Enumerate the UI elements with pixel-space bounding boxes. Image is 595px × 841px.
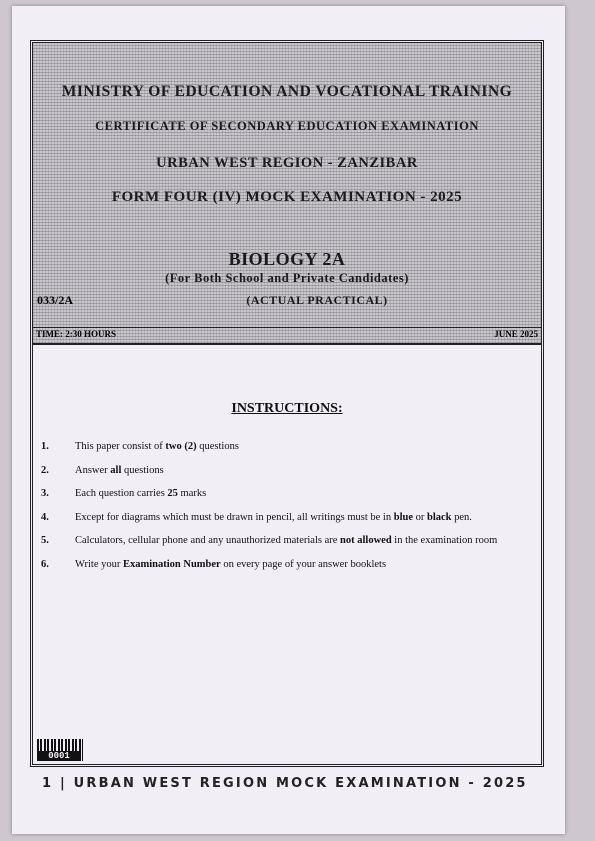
instruction-number: 5. [41,535,49,546]
instruction-text: This paper consist of two (2) questions [75,441,239,452]
instruction-text: Write your Examination Number on every page of your answer booklets [75,558,387,570]
instructions-title: INSTRUCTIONS: [231,401,343,416]
barcode-number: 0001 [39,751,79,761]
instruction-text: Each question carries 25 marks [75,488,207,499]
subject-title: BIOLOGY 2A [228,249,346,269]
exam-header [33,43,541,345]
instruction-item [41,441,531,465]
candidates-note: (For Both School and Private Candidates) [165,271,409,285]
paper-code: 033/2A [37,293,73,307]
exam-title: FORM FOUR (IV) MOCK EXAMINATION - 2025 [111,189,463,205]
instruction-number: 3. [41,488,49,499]
region-title: URBAN WEST REGION - ZANZIBAR [156,155,418,171]
time-allowed: TIME: 2:30 HOURS [36,329,117,339]
instruction-item [41,488,531,512]
instruction-text: Except for diagrams which must be drawn in pencil, all writings must be in blue or black pen. [75,511,472,523]
practical-note: (ACTUAL PRACTICAL) [246,293,388,307]
instruction-text: Calculators, cellular phone and any unauthorized materials are not allowed in the examination room [75,535,498,546]
instruction-text: Answer all questions [75,464,164,476]
instruction-item [41,559,531,583]
instruction-number: 2. [41,464,49,476]
instruction-number: 6. [41,558,49,570]
time-bar [33,327,541,342]
exam-date: JUNE 2025 [494,329,538,339]
exam-frame [30,40,544,767]
certificate-title: CERTIFICATE OF SECONDARY EDUCATION EXAMINATION [95,119,479,133]
page-footer: 1 | URBAN WEST REGION MOCK EXAMINATION - 2025 [42,776,528,791]
instruction-number: 4. [41,511,49,523]
instruction-item [41,535,531,559]
instruction-number: 1. [41,441,49,452]
ministry-title: MINISTRY OF EDUCATION AND VOCATIONAL TRAINING [61,83,513,100]
exam-paper [12,6,565,834]
instruction-item [41,512,531,536]
instruction-item [41,465,531,489]
instructions-list [41,441,531,582]
